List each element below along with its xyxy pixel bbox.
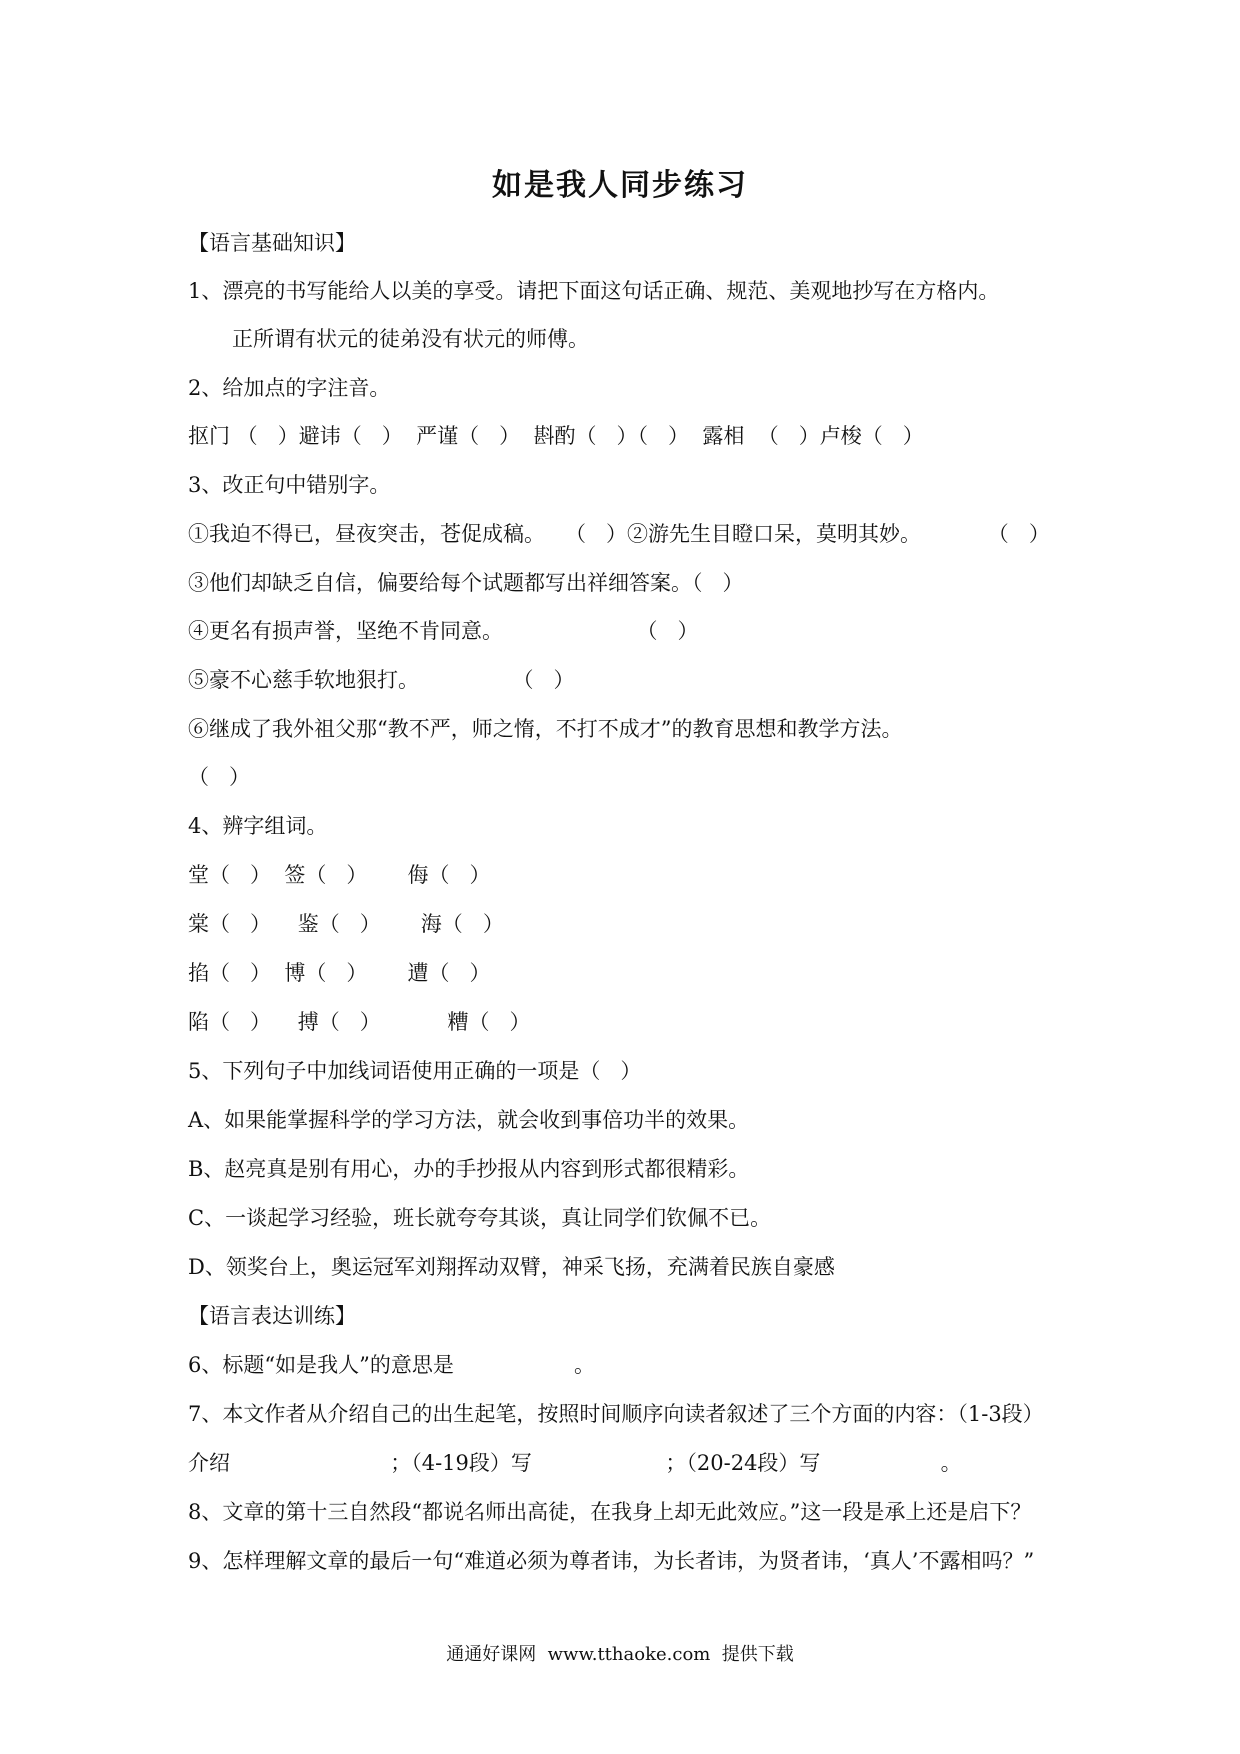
question-1: 1、漂亮的书写能给人以美的享受。请把下面这句话正确、规范、美观地抄写在方格内。	[188, 279, 1000, 303]
section-heading-basics: 【语言基础知识】	[188, 231, 356, 255]
question-3-item-5: ⑤豪不心慈手软地狠打。 （ ）	[188, 668, 575, 692]
question-4-row-1: 堂（ ） 签（ ） 侮（ ）	[188, 863, 491, 887]
question-1-sentence: 正所谓有状元的徒弟没有状元的师傅。	[232, 327, 589, 351]
question-5: 5、下列句子中加线词语使用正确的一项是（ ）	[188, 1059, 642, 1083]
question-3-item-6: ⑥继成了我外祖父那“教不严，师之惰，不打不成才”的教育思想和教学方法。	[188, 717, 903, 741]
question-7: 7、本文作者从介绍自己的出生起笔，按照时间顺序向读者叙述了三个方面的内容：（1-3段）	[188, 1402, 1044, 1426]
question-3-item-1-2: ①我迫不得已，昼夜突击，苍促成稿。 （ ）②游先生目瞪口呆，莫明其妙。 （ ）	[188, 522, 1050, 546]
question-4-row-4: 陷（ ） 搏（ ） 糟（ ）	[188, 1010, 531, 1034]
question-3-item-4: ④更名有损声誉，坚绝不肯同意。 （ ）	[188, 619, 699, 643]
question-7-blanks: 介绍 ；（4-19段）写 ；（20-24段）写 。	[188, 1451, 962, 1475]
page-title: 如是我人同步练习	[492, 168, 748, 203]
question-2: 2、给加点的字注音。	[188, 376, 391, 400]
question-8: 8、文章的第十三自然段“都说名师出高徒，在我身上却无此效应。”这一段是承上还是启下？	[188, 1500, 1032, 1524]
section-heading-expression: 【语言表达训练】	[188, 1304, 356, 1328]
question-2-items: 抠门 （ ）避讳（ ） 严谨（ ） 斟酌（ ）（ ） 露相 （ ）卢梭（ ）	[188, 424, 924, 448]
question-4-row-2: 棠（ ） 鉴（ ） 海（ ）	[188, 912, 504, 936]
question-6: 6、标题“如是我人”的意思是 。	[188, 1353, 595, 1377]
question-5-option-d: D、领奖台上，奥运冠军刘翔挥动双臂，神采飞扬，充满着民族自豪感	[188, 1255, 835, 1279]
question-4: 4、辨字组词。	[188, 814, 328, 838]
question-3-item-6-blank: （ ）	[188, 765, 251, 789]
question-3-item-3: ③他们却缺乏自信，偏要给每个试题都写出祥细答案。（ ）	[188, 571, 744, 595]
question-9: 9、怎样理解文章的最后一句“难道必须为尊者讳，为长者讳，为贤者讳，‘真人’不露相吗？”	[188, 1549, 1035, 1573]
question-4-row-3: 掐（ ） 博（ ） 遭（ ）	[188, 961, 491, 985]
question-5-option-a: A、如果能掌握科学的学习方法，就会收到事倍功半的效果。	[188, 1108, 750, 1132]
page-footer: 通通好课网 www.tthaoke.com 提供下载	[446, 1644, 794, 1665]
question-3: 3、改正句中错别字。	[188, 473, 391, 497]
question-5-option-b: B、赵亮真是别有用心，办的手抄报从内容到形式都很精彩。	[188, 1157, 750, 1181]
question-5-option-c: C、一谈起学习经验，班长就夸夸其谈，真让同学们钦佩不已。	[188, 1206, 772, 1230]
